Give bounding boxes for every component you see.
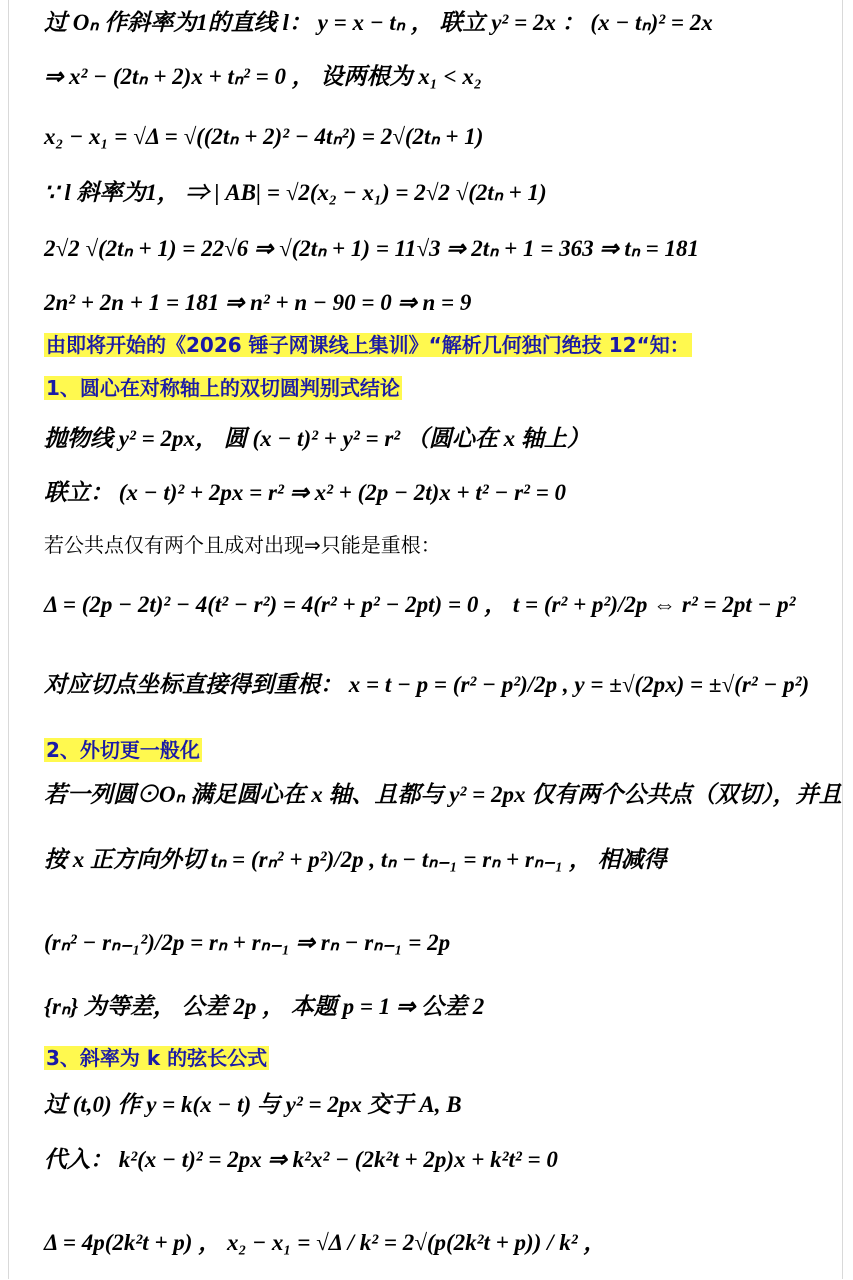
text-line: [44, 234, 845, 264]
line-text: 过 Oₙ 作斜率为1的直线 l： y = x − tₙ ， 联立 y² = 2x ： (x − tₙ)² = 2x: [44, 10, 713, 35]
formula-text: Δ = 4p(2k²t + p) ， x₂ − x₁ = √Δ / k² = 2√(p(2k²t + p)) / k² ，: [44, 1230, 607, 1255]
text-line: [44, 1228, 845, 1258]
heading-text: 2、外切更一般化: [46, 738, 200, 762]
text-line: [44, 670, 845, 700]
line-text: 若一列圆⊙Oₙ 满足圆心在 x 轴、且都与 y² = 2px 仅有两个公共点（双切），并且: [44, 782, 842, 807]
text-line: [44, 62, 845, 92]
heading-text: 1、圆心在对称轴上的双切圆判别式结论: [46, 376, 400, 400]
heading-text: 由即将开始的《2026 锤子网课线上集训》“解析几何独门绝技 12“知：: [46, 333, 690, 357]
formula-text: Δ = (2p − 2t)² − 4(t² − r²) = 4(r² + p² − 2pt) = 0 ， t = (r² + p²)/2p ⇔ r² = 2pt − p²: [44, 592, 796, 617]
formula-text: (rₙ² − rₙ₋₁²)/2p = rₙ + rₙ₋₁ ⇒ rₙ − rₙ₋₁ = 2p: [44, 930, 451, 955]
highlighted-heading: [44, 373, 845, 403]
text-line: [44, 1090, 845, 1120]
text-line: [44, 8, 845, 38]
text-line: [44, 424, 845, 454]
line-text: 对应切点坐标直接得到重根： x = t − p = (r² − p²)/2p , y = ±√(2px) = ±√(r² − p²): [44, 672, 810, 697]
heading-text: 3、斜率为 k 的弦长公式: [46, 1046, 268, 1070]
highlighted-heading: [44, 735, 845, 765]
line-text: 联立： (x − t)² + 2px = r² ⇒ x² + (2p − 2t)x + t² − r² = 0: [44, 480, 567, 505]
line-text: 若公共点仅有两个且成对出现⇒只能是重根：: [44, 533, 441, 557]
highlighted-heading: [44, 1043, 845, 1073]
highlighted-heading: [44, 330, 845, 360]
line-text: 代入： k²(x − t)² = 2px ⇒ k²x² − (2k²t + 2p)x + k²t² = 0: [44, 1147, 558, 1172]
text-line: [44, 288, 845, 318]
text-line: [44, 1145, 845, 1175]
line-text: 过 (t,0) 作 y = k(x − t) 与 y² = 2px 交于 A, B: [44, 1092, 462, 1117]
formula-text: x₂ − x₁ = √Δ = √((2tₙ + 2)² − 4tₙ²) = 2√(2tₙ + 1): [44, 124, 484, 149]
text-line: [44, 845, 845, 875]
formula-text: 2n² + 2n + 1 = 181 ⇒ n² + n − 90 = 0 ⇒ n = 9: [44, 290, 472, 315]
text-line: [44, 178, 845, 208]
line-text: {rₙ} 为等差， 公差 2p ， 本题 p = 1 ⇒ 公差 2: [44, 994, 485, 1019]
text-line: [44, 590, 845, 620]
formula-text: ⇒ x² − (2tₙ + 2)x + tₙ² = 0 ， 设两根为 x₁ < x₂: [44, 64, 482, 89]
text-line: [44, 928, 845, 958]
text-line: [44, 478, 845, 508]
text-line: [44, 992, 845, 1022]
line-text: ∵ l 斜率为1， ⇒ | AB| = √2(x₂ − x₁) = 2√2 √(2tₙ + 1): [44, 180, 547, 205]
text-line: [44, 122, 845, 152]
text-line: [44, 780, 845, 810]
formula-text: 2√2 √(2tₙ + 1) = 22√6 ⇒ √(2tₙ + 1) = 11√3 ⇒ 2tₙ + 1 = 363 ⇒ tₙ = 181: [44, 236, 700, 261]
text-line: [44, 530, 845, 560]
line-text: 按 x 正方向外切 tₙ = (rₙ² + p²)/2p , tₙ − tₙ₋₁ = rₙ + rₙ₋₁ ， 相减得: [44, 847, 667, 872]
line-text: 抛物线 y² = 2px， 圆 (x − t)² + y² = r² （圆心在 x 轴上）: [44, 426, 590, 451]
